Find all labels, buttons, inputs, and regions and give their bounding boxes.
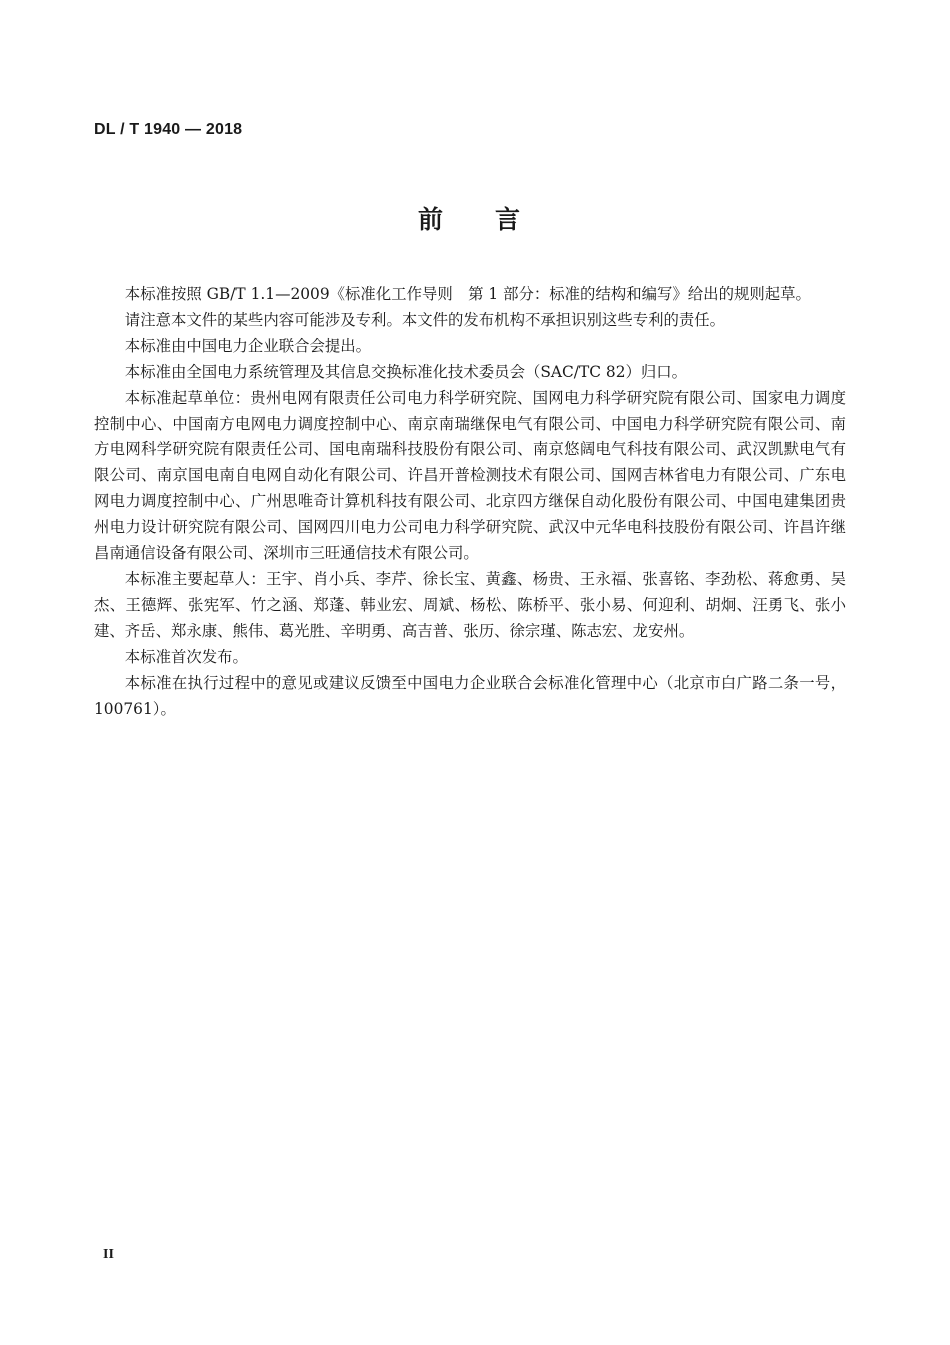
document-id: DL / T 1940 — 2018 (94, 121, 243, 138)
paragraph-feedback: 本标准在执行过程中的意见或建议反馈至中国电力企业联合会标准化管理中心（北京市白广路二条一号，100761）。 (94, 673, 846, 718)
paragraph-administrator: 本标准由全国电力系统管理及其信息交换标准化技术委员会（SAC/TC 82）归口。 (124, 362, 688, 381)
paragraph-drafters: 本标准主要起草人：王宇、肖小兵、李芹、徐长宝、黄鑫、杨贵、王永福、张喜铭、李劲松、蒋愈勇、吴杰、王德辉、张宪军、竹之涵、郑蓬、韩业宏、周斌、杨松、陈桥平、张小易、何迎利、胡炯、汪勇飞、张小建、齐岳、郑永康、熊伟、葛光胜、辛明勇、高吉普、张历、徐宗瑾、陈志宏、龙安州。 (94, 569, 846, 640)
page-title: 前言 (417, 205, 572, 234)
paragraph-proposer: 本标准由中国电力企业联合会提出。 (124, 336, 372, 355)
foreword-body (94, 282, 846, 722)
page-number: II (103, 1247, 114, 1262)
paragraph-first-release: 本标准首次发布。 (124, 647, 248, 666)
paragraph-drafting-rules: 本标准按照 GB/T 1.1—2009《标准化工作导则 第 1 部分：标准的结构和编写》给出的规则起草。 (124, 285, 811, 303)
paragraph-drafting-units: 本标准起草单位：贵州电网有限责任公司电力科学研究院、国网电力科学研究院有限公司、国家电力调度控制中心、中国南方电网电力调度控制中心、南京南瑞继保电气有限公司、中国电力科学研究院有限公司、南方电网科学研究院有限责任公司、国电南瑞科技股份有限公司、南京悠阔电气科技有限公司、武汉凯默电气有限公司、南京国电南自电网自动化有限公司、许昌开普检测技术有限公司、国网吉林省电力有限公司、广东电网电力调度控制中心、广州思唯奇计算机科技有限公司、北京四方继保自动化股份有限公司、中国电建集团贵州电力设计研究院有限公司、国网四川电力公司电力科学研究院、武汉中元华电科技股份有限公司、许昌许继昌南通信设备有限公司、深圳市三旺通信技术有限公司。 (94, 388, 846, 563)
paragraph-patent-notice: 请注意本文件的某些内容可能涉及专利。本文件的发布机构不承担识别这些专利的责任。 (124, 310, 726, 329)
